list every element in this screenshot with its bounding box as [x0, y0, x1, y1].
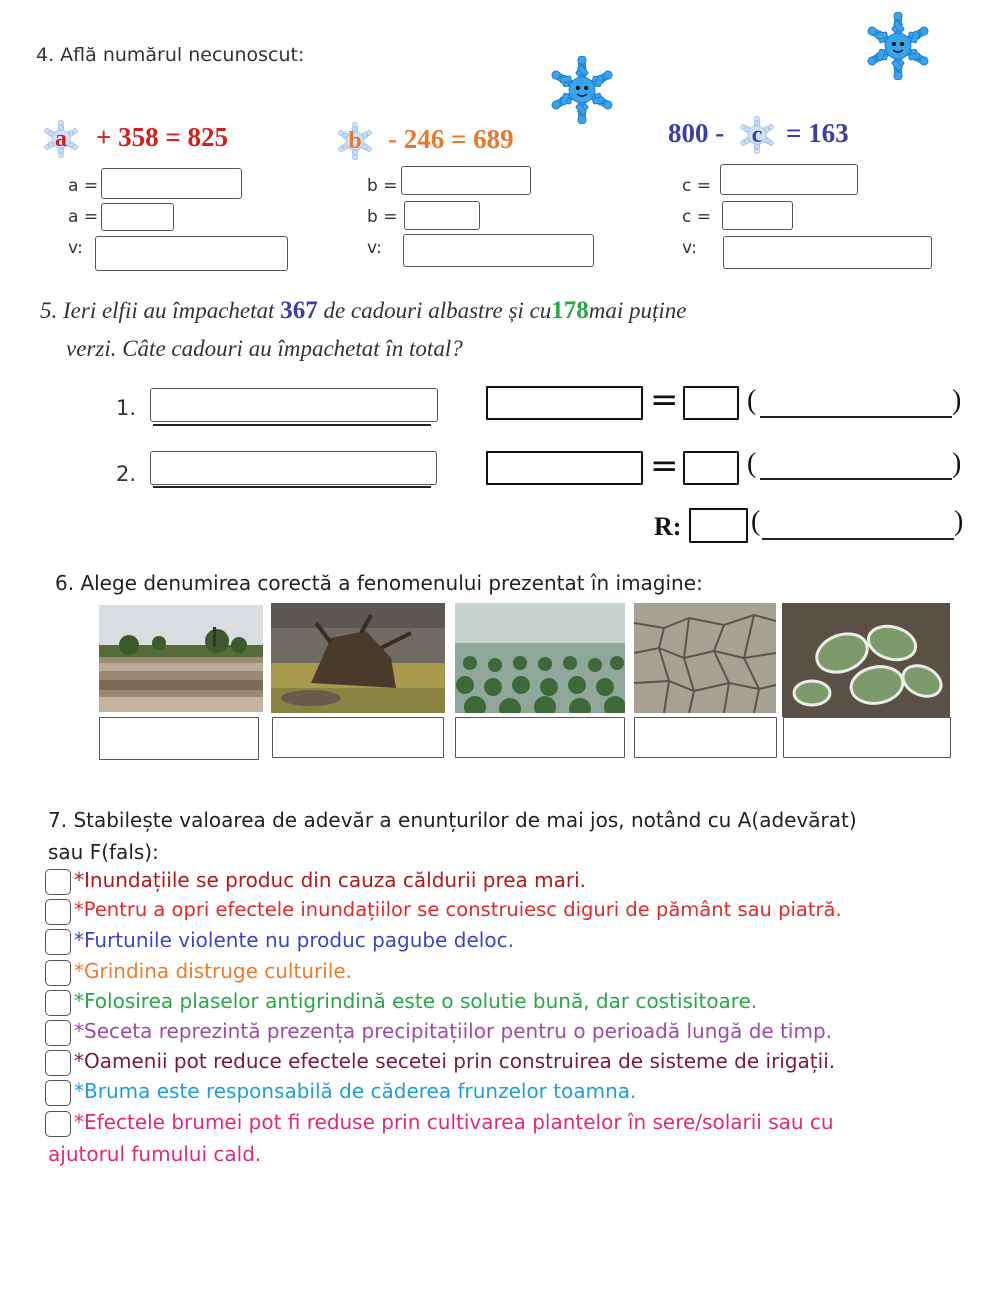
statement-1-answer-box[interactable] [45, 869, 71, 895]
statement-3-text: *Furtunile violente nu produc pagube deloc. [74, 928, 514, 952]
statement-7-text: *Oamenii pot reduce efectele secetei prin construirea de sisteme de irigații. [74, 1049, 836, 1073]
answer-label: R: [654, 512, 682, 541]
problem-text-1: 5. Ieri elfii au împachetat [40, 298, 281, 323]
statement-3-answer-box[interactable] [45, 929, 71, 955]
input-b-1[interactable] [401, 166, 531, 195]
section6-title: 6. Alege denumirea corectă a fenomenului prezentat în imagine: [55, 571, 703, 595]
statement-2-text: *Pentru a opri efectele inundațiilor se construiesc diguri de pământ sau piatră. [74, 898, 842, 921]
statement-7-answer-box[interactable] [45, 1050, 71, 1076]
statement-2-answer-box[interactable] [45, 899, 71, 925]
snowflake-icon [864, 12, 932, 80]
problem-number-178: 178 [551, 297, 589, 324]
statement-8-answer-box[interactable] [45, 1080, 71, 1106]
section4-title: 4. Află numărul necunoscut: [36, 44, 305, 66]
row1-expression-input[interactable] [150, 388, 438, 422]
statement-4-answer-box[interactable] [45, 960, 71, 986]
unknown-c-chip [738, 116, 776, 154]
row1-operation-input[interactable] [486, 386, 643, 420]
statement-8-text: *Bruma este responsabilă de căderea frunzelor toamna. [74, 1079, 637, 1103]
label-a-2: a = [68, 207, 99, 227]
label-b-v: v: [367, 238, 382, 258]
statement-9-text: *Efectele brumei pot fi reduse prin cultivarea plantelor în sere/solarii sau cu [74, 1110, 834, 1134]
input-b-2[interactable] [404, 201, 480, 230]
input-b-v[interactable] [403, 234, 594, 267]
row1-equals: = [650, 380, 679, 420]
answer-box-image-3[interactable] [455, 717, 625, 758]
row2-open-paren: ( [747, 448, 757, 479]
input-c-2[interactable] [722, 201, 793, 230]
storm-image [271, 603, 445, 713]
input-a-2[interactable] [101, 203, 174, 231]
statement-9-continuation: ajutorul fumului cald. [48, 1142, 262, 1166]
statement-5-answer-box[interactable] [45, 990, 71, 1016]
fog-crops-image [455, 603, 625, 713]
row2-expression-input[interactable] [150, 451, 437, 485]
snowflake-icon [548, 56, 616, 124]
equation-c-suffix: = 163 [786, 118, 849, 148]
problem-number-367: 367 [280, 297, 318, 324]
answer-box-image-5[interactable] [783, 717, 951, 758]
row2-close-paren: ) [952, 448, 962, 479]
label-b-2: b = [367, 207, 398, 227]
row2-operation-input[interactable] [486, 451, 643, 485]
answer-box-image-2[interactable] [272, 717, 444, 758]
label-c-2: c = [682, 207, 711, 227]
unknown-a-chip [42, 120, 80, 158]
input-c-1[interactable] [720, 164, 858, 195]
equation-a: + 358 = 825 [96, 122, 229, 152]
unknown-b-letter: b [348, 128, 362, 154]
flood-image [99, 605, 263, 712]
row1-unit-line[interactable] [760, 416, 952, 418]
row2-result-input[interactable] [683, 451, 739, 485]
unknown-b-chip [336, 122, 374, 160]
equation-c-prefix: 800 - [668, 118, 725, 148]
frost-image [782, 603, 950, 717]
drought-image [634, 603, 776, 713]
row2-label: 2. [116, 462, 137, 486]
statement-4-text: *Grindina distruge culturile. [74, 959, 353, 983]
answer-box-image-1[interactable] [99, 717, 259, 760]
statement-6-text: *Seceta reprezintă prezența precipitațiilor pentru o perioadă lungă de timp. [74, 1019, 832, 1043]
section7-title-line1: 7. Stabilește valoarea de adevăr a enunțurilor de mai jos, notând cu A(adevărat) [48, 808, 857, 832]
answer-close-paren: ) [954, 506, 964, 537]
row1-label: 1. [116, 396, 137, 420]
equation-b: - 246 = 689 [388, 124, 514, 154]
row1-result-input[interactable] [683, 386, 739, 420]
label-a-v: v: [68, 238, 83, 258]
statement-9-answer-box[interactable] [45, 1111, 71, 1137]
answer-box-image-4[interactable] [634, 717, 777, 758]
answer-unit-line[interactable] [762, 538, 954, 540]
statement-1-text: *Inundațiile se produc din cauza căldurii prea mari. [74, 868, 587, 892]
problem-text-3: mai puține [588, 298, 687, 323]
unknown-a-letter: a [55, 126, 67, 152]
unknown-c-letter: c [751, 122, 763, 148]
input-c-v[interactable] [723, 236, 932, 269]
section5-problem-line1 [40, 297, 687, 325]
row1-close-paren: ) [952, 385, 962, 416]
row2-unit-line[interactable] [760, 478, 952, 480]
label-c-v: v: [682, 238, 697, 258]
statement-6-answer-box[interactable] [45, 1020, 71, 1046]
statement-5-text: *Folosirea plaselor antigrindină este o solutie bună, dar costisitoare. [74, 989, 758, 1013]
input-a-v[interactable] [95, 236, 288, 271]
row2-equals: = [650, 446, 679, 486]
row1-open-paren: ( [747, 385, 757, 416]
input-a-1[interactable] [101, 168, 242, 199]
problem-text-2: de cadouri albastre și cu [317, 298, 552, 323]
label-b-1: b = [367, 176, 398, 196]
section7-title-line2: sau F(fals): [48, 840, 159, 864]
label-a-1: a = [68, 176, 99, 196]
answer-input[interactable] [689, 508, 748, 543]
label-c-1: c = [682, 176, 711, 196]
section5-problem-line2: verzi. Câte cadouri au împachetat în total? [66, 336, 463, 361]
answer-open-paren: ( [751, 506, 761, 537]
